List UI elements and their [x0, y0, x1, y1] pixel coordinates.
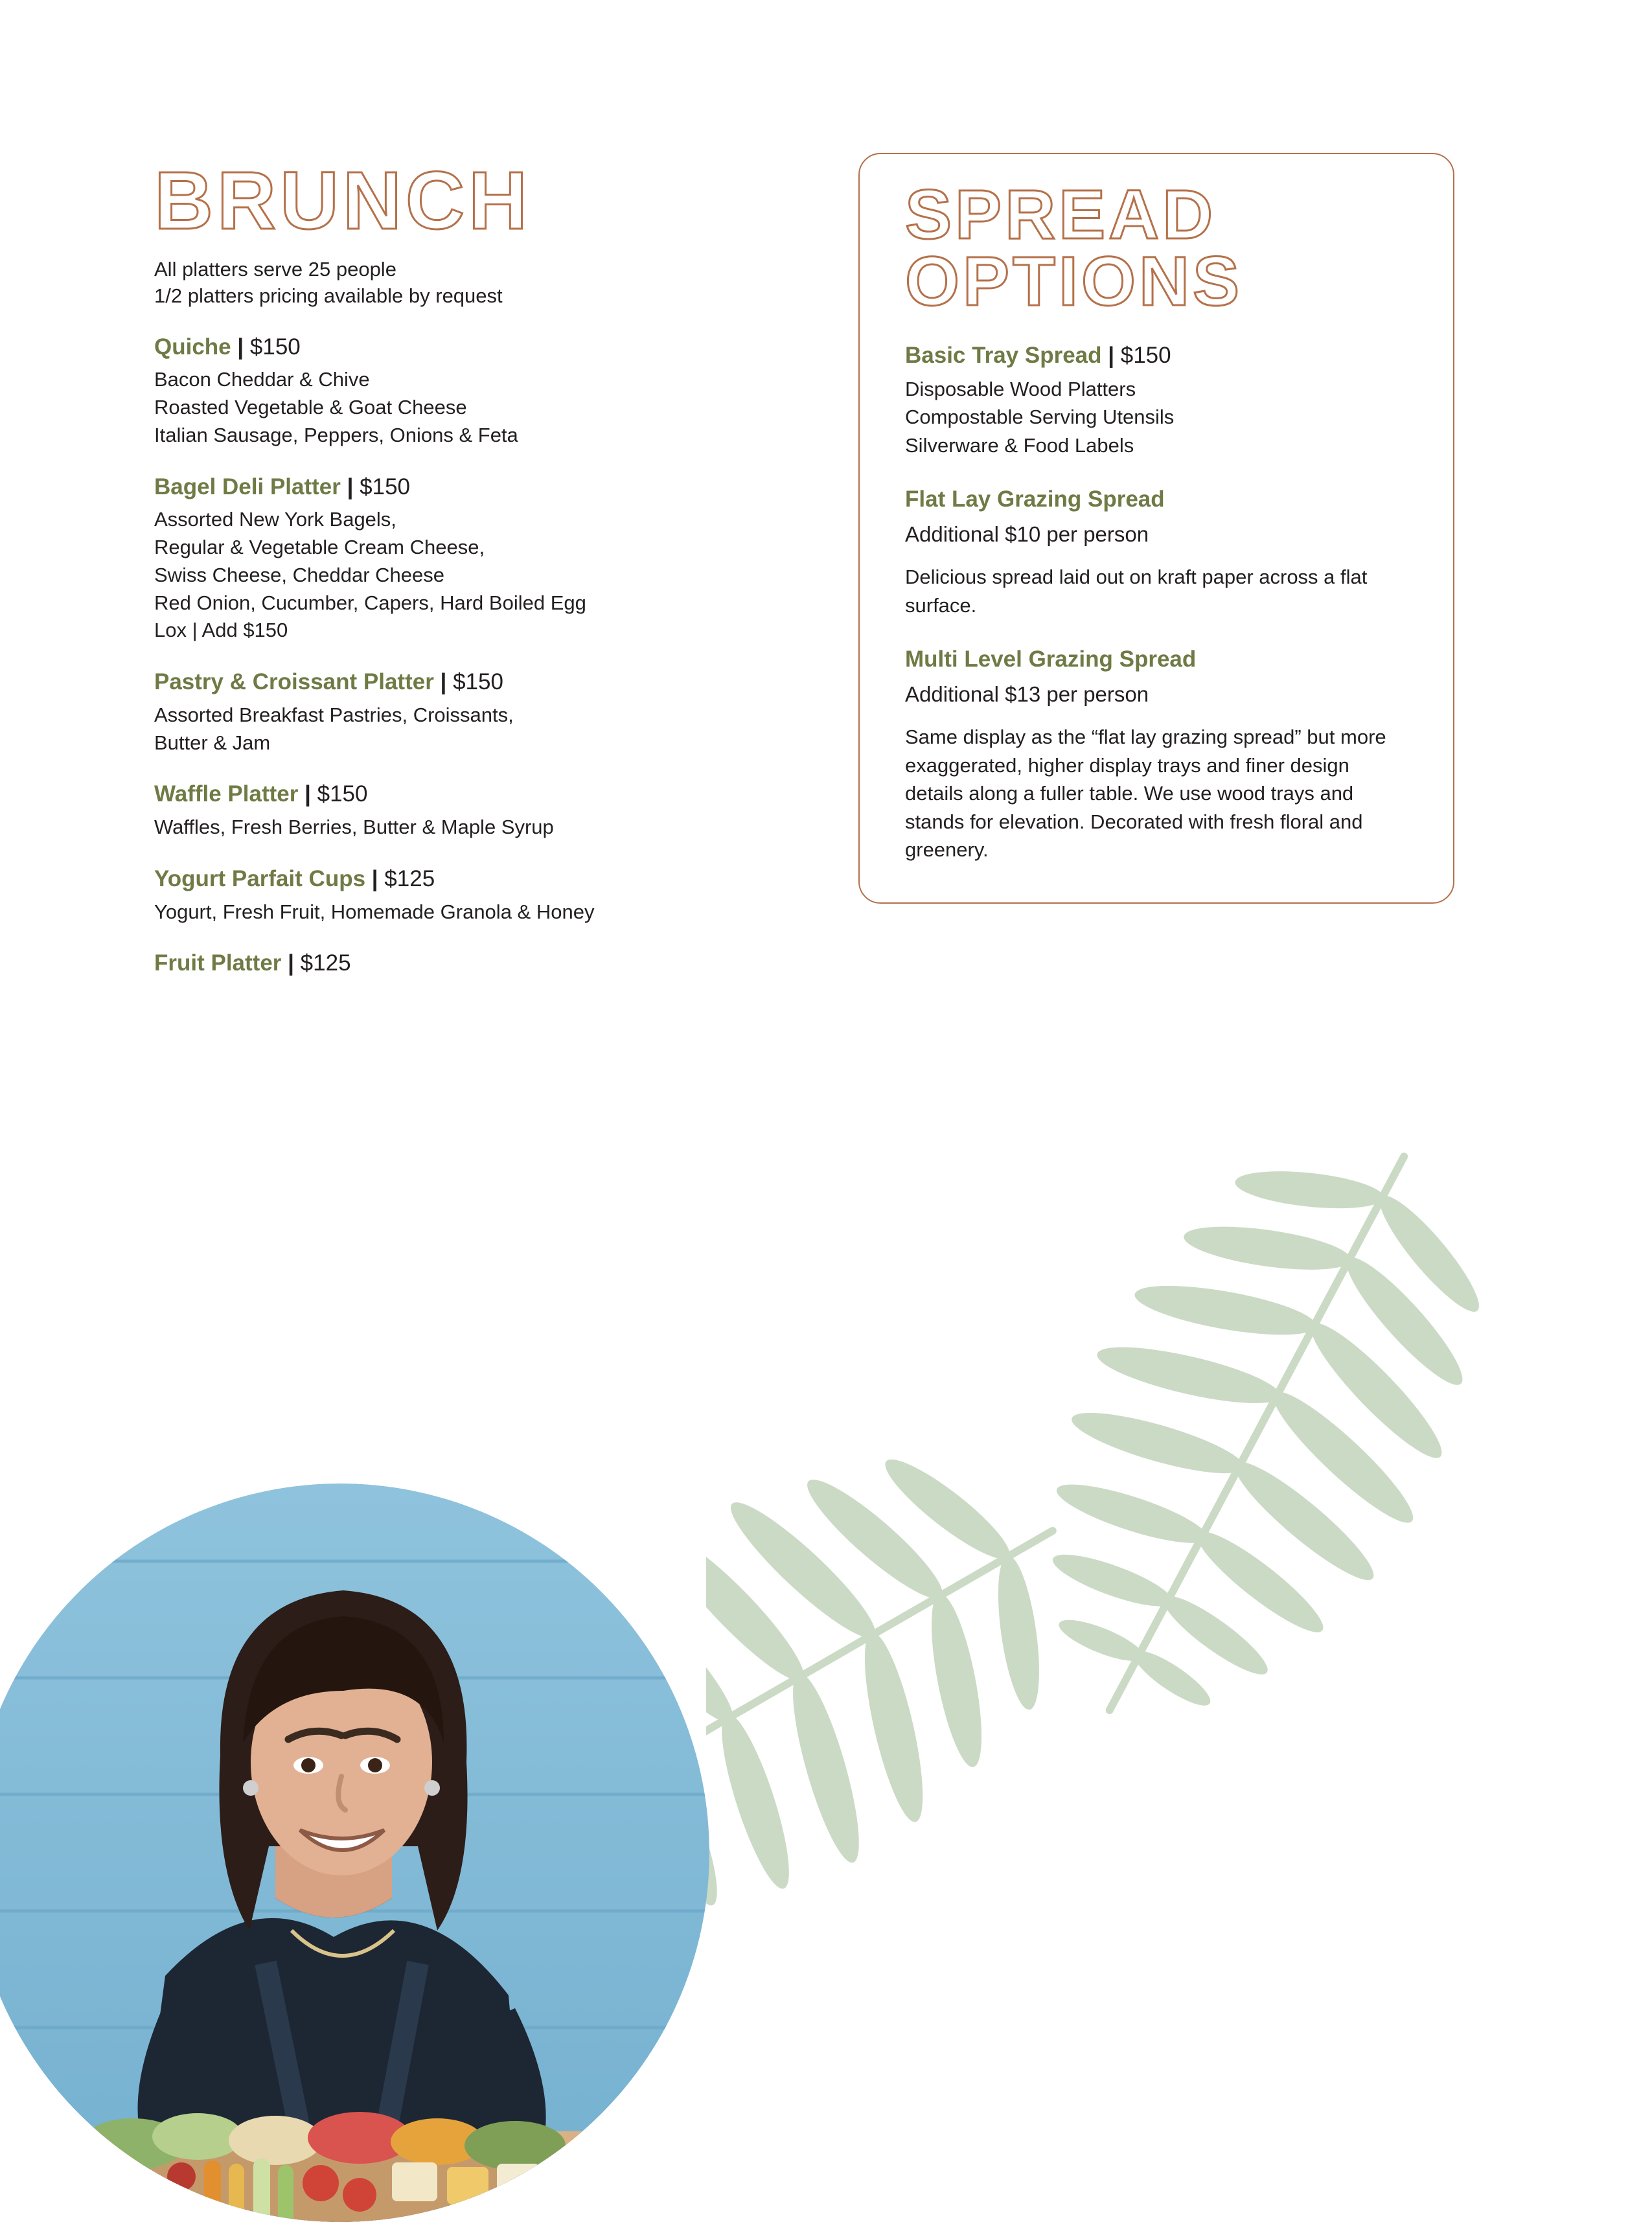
- menu-item-price: $125: [384, 865, 435, 891]
- spread-block-list: [905, 341, 1408, 864]
- spread-title-line-1: SPREAD: [905, 175, 1217, 253]
- spread-option-name: Basic Tray Spread: [905, 343, 1102, 369]
- menu-item-heading: [154, 865, 834, 893]
- menu-item: [154, 333, 834, 450]
- menu-item-description-line: Waffles, Fresh Berries, Butter & Maple Syrup: [154, 816, 554, 839]
- menu-item-name: Quiche: [154, 334, 231, 360]
- brunch-section: [154, 155, 834, 978]
- menu-item: [154, 865, 834, 926]
- menu-item-name: Bagel Deli Platter: [154, 474, 341, 499]
- menu-item-heading: [154, 949, 834, 978]
- menu-item-description: [154, 366, 834, 449]
- menu-item-separator: |: [298, 781, 317, 807]
- spread-option: [905, 341, 1408, 459]
- menu-item-heading: [154, 473, 834, 501]
- menu-item-description-line: Roasted Vegetable & Goat Cheese: [154, 396, 467, 419]
- menu-item-description-line: Assorted New York Bagels,: [154, 508, 396, 531]
- menu-item-description: [154, 506, 834, 645]
- menu-item-separator: |: [281, 950, 301, 976]
- menu-item-heading: [154, 780, 834, 808]
- spread-option-include-line: Silverware & Food Labels: [905, 433, 1134, 457]
- menu-item-name: Fruit Platter: [154, 950, 282, 976]
- spread-option-includes: [905, 375, 1408, 459]
- menu-item-description: [154, 702, 834, 757]
- menu-item: [154, 473, 834, 645]
- brunch-note-line-1: All platters serve 25 people: [154, 257, 396, 281]
- spread-option-heading: [905, 645, 1408, 674]
- spread-title-line-2: OPTIONS: [905, 241, 1243, 320]
- menu-item-description: [154, 814, 834, 842]
- spread-option-description: Same display as the “flat lay grazing spread” but more exaggerated, higher display trays and finer design details along a fuller table. We use wood trays and stands for elevation. Decorated with fresh floral and greenery.: [905, 726, 1386, 862]
- brunch-serving-note: [154, 257, 834, 310]
- spread-option-name: Flat Lay Grazing Spread: [905, 487, 1165, 512]
- menu-item-description-line: Yogurt, Fresh Fruit, Homemade Granola & Honey: [154, 900, 595, 923]
- menu-item: [154, 780, 834, 842]
- menu-item-price: $150: [317, 781, 368, 807]
- spread-option: [905, 485, 1408, 619]
- menu-item-description-line: Red Onion, Cucumber, Capers, Hard Boiled Egg: [154, 591, 586, 614]
- menu-item-name: Yogurt Parfait Cups: [154, 865, 366, 891]
- menu-item-separator: |: [433, 669, 453, 695]
- spread-option-include-line: Disposable Wood Platters: [905, 377, 1136, 400]
- menu-item-heading: [154, 668, 834, 696]
- menu-item: [154, 668, 834, 757]
- menu-item-description-line: Assorted Breakfast Pastries, Croissants,: [154, 703, 514, 726]
- spread-options-card: [858, 153, 1454, 904]
- owner-photo: [0, 1483, 709, 2222]
- menu-item-price: $150: [249, 334, 301, 360]
- menu-item-description-line: Swiss Cheese, Cheddar Cheese: [154, 563, 445, 586]
- menu-item-price: $150: [453, 669, 503, 695]
- menu-item-price: $150: [360, 474, 411, 499]
- spread-option-separator: |: [1101, 343, 1121, 369]
- fern-decoration: [706, 1140, 1652, 2177]
- menu-item-separator: |: [365, 865, 385, 891]
- menu-item-separator: |: [231, 334, 250, 360]
- brunch-item-list: [154, 333, 834, 978]
- menu-item-description-line: Italian Sausage, Peppers, Onions & Feta: [154, 423, 518, 446]
- menu-item-price: $125: [300, 950, 351, 976]
- menu-item-description-line: Butter & Jam: [154, 731, 271, 754]
- spread-option-subprice: Additional $10 per person: [905, 521, 1149, 546]
- menu-item-description-line: Bacon Cheddar & Chive: [154, 368, 370, 391]
- brunch-title: BRUNCH: [154, 155, 531, 246]
- menu-item: [154, 949, 834, 978]
- spread-option-heading: [905, 485, 1408, 514]
- menu-item-description-line: Regular & Vegetable Cream Cheese,: [154, 536, 485, 559]
- spread-title: [905, 175, 1408, 320]
- spread-option-heading: [905, 341, 1408, 370]
- spread-option-include-line: Compostable Serving Utensils: [905, 406, 1175, 429]
- spread-option-description: Delicious spread laid out on kraft paper across a flat surface.: [905, 566, 1368, 617]
- spread-option-price: $150: [1120, 343, 1171, 369]
- menu-item-description-line: Lox | Add $150: [154, 619, 288, 642]
- menu-item-heading: [154, 333, 834, 361]
- menu-item-name: Waffle Platter: [154, 781, 299, 807]
- brunch-note-line-2: 1/2 platters pricing available by request: [154, 284, 503, 307]
- spread-option-subprice: Additional $13 per person: [905, 681, 1149, 706]
- spread-option: [905, 645, 1408, 864]
- menu-item-description: [154, 899, 834, 926]
- spread-option-name: Multi Level Grazing Spread: [905, 647, 1197, 672]
- menu-item-separator: |: [340, 474, 360, 499]
- menu-item-name: Pastry & Croissant Platter: [154, 669, 434, 695]
